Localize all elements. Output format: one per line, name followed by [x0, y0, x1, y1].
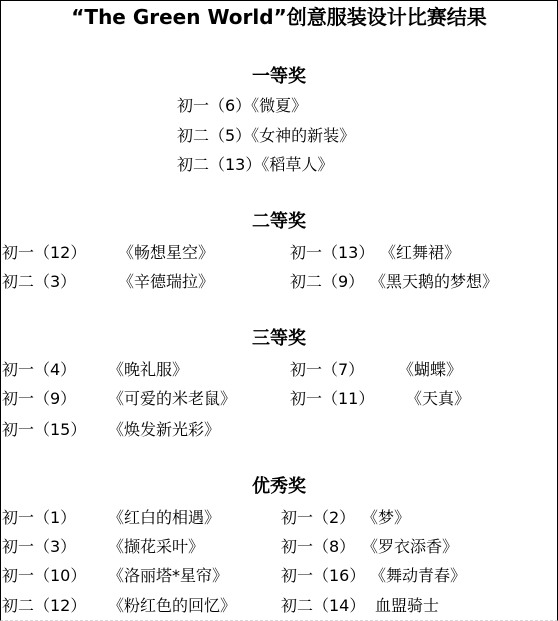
excellence-prize-class: 初一（1） — [2, 508, 77, 527]
second-prize-class: 初二（9） — [290, 272, 365, 291]
second-prize-class: 初一（12） — [2, 243, 87, 262]
third-prize-class: 初一（11） — [290, 389, 375, 408]
first-prize-entry: 初一（6）《微夏》 — [177, 96, 308, 115]
excellence-prize-class: 初一（3） — [2, 537, 77, 556]
excellence-prize-work: 《梦》 — [362, 508, 411, 527]
third-prize-work: 《天真》 — [406, 389, 471, 408]
excellence-prize-class: 初一（8） — [281, 537, 356, 556]
first-prize-entry: 初二（5）《女神的新装》 — [177, 126, 356, 145]
third-prize-class: 初一（9） — [2, 389, 77, 408]
excellence-prize-class: 初一（16） — [281, 566, 366, 585]
excellence-prize-class: 初一（2） — [281, 508, 356, 527]
third-prize-work: 《蝴蝶》 — [398, 360, 463, 379]
third-prize-class: 初一（4） — [2, 360, 77, 379]
excellence-prize-work: 《舞动青春》 — [370, 566, 467, 585]
second-prize-class: 初二（3） — [2, 272, 77, 291]
excellence-prize-class: 初二（14） — [281, 596, 366, 615]
second-prize-work: 《辛德瑞拉》 — [118, 272, 215, 291]
excellence-prize-class: 初二（12） — [2, 596, 87, 615]
second-prize-work: 《红舞裙》 — [380, 243, 461, 262]
excellence-prize-work: 血盟骑士 — [375, 596, 440, 615]
excellence-prize-work: 《罗衣添香》 — [362, 537, 459, 556]
excellence-prize-class: 初一（10） — [2, 566, 87, 585]
third-prize-work: 《焕发新光彩》 — [108, 420, 221, 439]
first-prize-heading: 一等奖 — [252, 66, 306, 87]
third-prize-heading: 三等奖 — [252, 328, 306, 349]
excellence-prize-work: 《撷花采叶》 — [108, 537, 205, 556]
second-prize-class: 初一（13） — [290, 243, 375, 262]
excellence-prize-heading: 优秀奖 — [252, 476, 306, 497]
excellence-prize-work: 《洛丽塔*星帘》 — [108, 566, 229, 585]
second-prize-work: 《黑天鹅的梦想》 — [370, 272, 499, 291]
third-prize-class: 初一（7） — [290, 360, 365, 379]
excellence-prize-work: 《红白的相遇》 — [108, 508, 221, 527]
third-prize-class: 初一（15） — [2, 420, 87, 439]
third-prize-work: 《晚礼服》 — [108, 360, 189, 379]
excellence-prize-work: 《粉红色的回忆》 — [108, 596, 237, 615]
second-prize-work: 《畅想星空》 — [118, 243, 215, 262]
first-prize-entry: 初二（13）《稻草人》 — [177, 155, 334, 174]
document-title: “The Green World”创意服装设计比赛结果 — [71, 5, 487, 29]
third-prize-work: 《可爱的米老鼠》 — [108, 389, 237, 408]
second-prize-heading: 二等奖 — [252, 211, 306, 232]
